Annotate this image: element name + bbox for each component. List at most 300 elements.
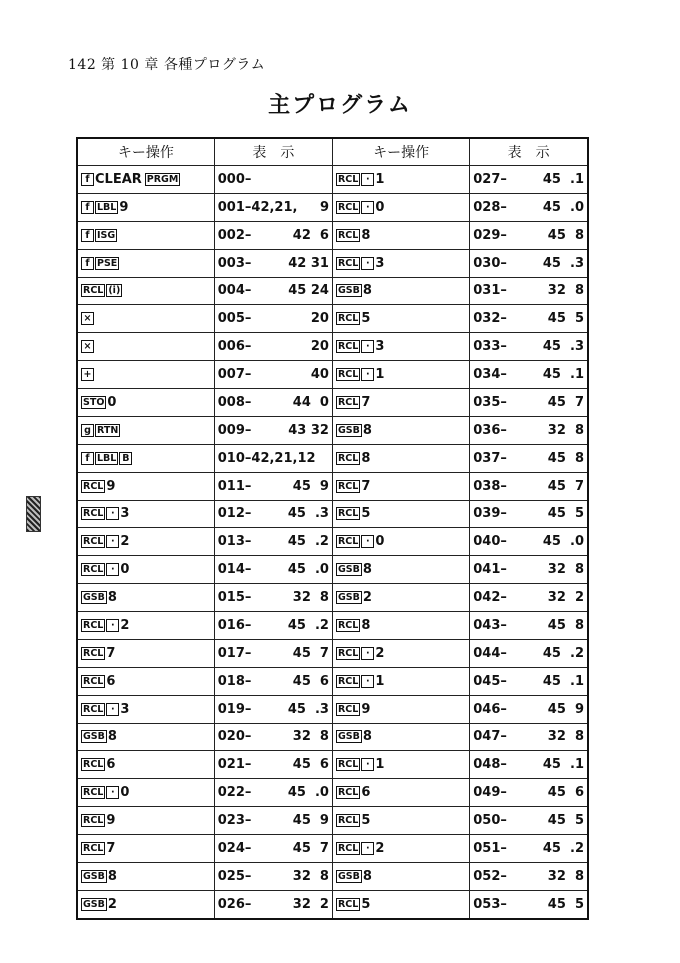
table-row bbox=[77, 612, 588, 640]
calculator-key-icon: · bbox=[361, 675, 374, 688]
keycode-value: 43 32 bbox=[288, 422, 329, 438]
key-operand: 8 bbox=[361, 227, 371, 243]
table-row bbox=[77, 584, 588, 612]
calculator-key-icon: · bbox=[106, 535, 119, 548]
calculator-key-icon: · bbox=[361, 842, 374, 855]
key-sequence-cell bbox=[77, 277, 214, 305]
keycode-value: 45 7 bbox=[292, 645, 329, 661]
keycode-value: 32 8 bbox=[547, 562, 584, 578]
table-row bbox=[77, 695, 588, 723]
key-operand: 9 bbox=[106, 813, 116, 829]
step-number: 052– bbox=[473, 868, 507, 884]
step-number: 044– bbox=[473, 645, 507, 661]
calculator-key-icon: f bbox=[81, 257, 94, 270]
key-sequence-cell bbox=[77, 444, 214, 472]
page-header: 142 第 10 章 各種プログラム bbox=[68, 57, 266, 73]
calculator-key-icon: RCL bbox=[337, 480, 359, 492]
calculator-key-icon: STO bbox=[83, 396, 105, 408]
keycode-value: 45 .2 bbox=[542, 645, 584, 661]
display-cell bbox=[470, 779, 588, 807]
keycode-value: 45 8 bbox=[547, 227, 584, 243]
key-operand: CLEAR bbox=[95, 171, 142, 187]
key-operand: 8 bbox=[107, 729, 117, 745]
key-sequence-cell bbox=[77, 221, 214, 249]
key-sequence-cell bbox=[77, 835, 214, 863]
key-operand: 8 bbox=[361, 617, 371, 633]
step-number: 034– bbox=[473, 367, 507, 383]
display-cell bbox=[470, 472, 588, 500]
calculator-key-icon: RCL bbox=[337, 313, 359, 325]
key-sequence-cell bbox=[77, 472, 214, 500]
calculator-key-icon: RCL bbox=[83, 842, 104, 854]
calculator-key-icon: · bbox=[361, 257, 374, 270]
calculator-key-icon: · bbox=[106, 703, 119, 716]
display-cell bbox=[214, 472, 332, 500]
display-cell bbox=[214, 612, 332, 640]
step-number: 030– bbox=[473, 255, 507, 271]
display-cell bbox=[470, 667, 588, 695]
key-sequence-cell bbox=[77, 779, 214, 807]
calculator-key-icon: GSB bbox=[83, 898, 105, 910]
key-sequence-cell bbox=[77, 723, 214, 751]
table-row bbox=[77, 333, 588, 361]
step-number: 017– bbox=[217, 645, 252, 661]
key-sequence-cell bbox=[77, 751, 214, 779]
key-sequence-cell bbox=[77, 333, 214, 361]
key-operand: 8 bbox=[362, 562, 372, 578]
calculator-key-icon: · bbox=[361, 758, 374, 771]
key-sequence-cell bbox=[332, 333, 469, 361]
calculator-key-icon: RCL bbox=[337, 619, 359, 631]
keycode-value: 20 bbox=[310, 311, 329, 327]
keycode-value: 45 6 bbox=[292, 673, 329, 689]
key-sequence-cell bbox=[332, 835, 469, 863]
table-row bbox=[77, 249, 588, 277]
key-operand: 2 bbox=[362, 590, 372, 606]
calculator-key-icon: × bbox=[81, 340, 94, 353]
step-number: 011– bbox=[217, 478, 252, 494]
display-cell bbox=[214, 416, 332, 444]
keycode-value: 32 2 bbox=[547, 590, 584, 606]
display-cell bbox=[214, 444, 332, 472]
calculator-key-icon: f bbox=[81, 201, 94, 214]
step-number: 048– bbox=[473, 757, 507, 773]
key-operand: 1 bbox=[375, 757, 385, 773]
key-operand: 8 bbox=[362, 283, 372, 299]
display-cell bbox=[214, 277, 332, 305]
step-number: 022– bbox=[217, 785, 252, 801]
key-operand: 8 bbox=[107, 868, 117, 884]
key-operand: 7 bbox=[361, 478, 371, 494]
step-number: 040– bbox=[473, 534, 507, 550]
calculator-key-icon: · bbox=[361, 535, 374, 548]
key-operand: 2 bbox=[120, 534, 130, 550]
step-number: 031– bbox=[473, 283, 507, 299]
key-sequence-cell bbox=[77, 166, 214, 194]
display-cell bbox=[470, 500, 588, 528]
step-number: 051– bbox=[473, 840, 507, 856]
col-header-keys-right: キー操作 bbox=[332, 138, 469, 166]
calculator-key-icon: RCL bbox=[83, 759, 104, 771]
calculator-key-icon: RCL bbox=[337, 452, 359, 464]
step-number: 019– bbox=[217, 701, 252, 717]
calculator-key-icon: PSE bbox=[97, 257, 118, 269]
step-number: 013– bbox=[217, 534, 252, 550]
table-row bbox=[77, 667, 588, 695]
display-cell bbox=[470, 862, 588, 890]
step-number: 033– bbox=[473, 339, 507, 355]
step-number: 037– bbox=[473, 450, 507, 466]
calculator-key-icon: RCL bbox=[337, 703, 359, 715]
step-number: 014– bbox=[217, 562, 252, 578]
key-sequence-cell bbox=[332, 361, 469, 389]
step-number: 027– bbox=[473, 171, 507, 187]
keycode-value: 45 .1 bbox=[542, 171, 584, 187]
calculator-key-icon: · bbox=[106, 619, 119, 632]
step-number: 053– bbox=[473, 896, 507, 912]
table-row bbox=[77, 472, 588, 500]
display-cell bbox=[470, 528, 588, 556]
display-cell bbox=[470, 890, 588, 919]
key-operand: 9 bbox=[119, 199, 129, 215]
keycode-value: 45 9 bbox=[547, 701, 584, 717]
calculator-key-icon: (i) bbox=[108, 285, 121, 297]
keycode-value: 45 24 bbox=[288, 283, 329, 299]
key-sequence-cell bbox=[332, 695, 469, 723]
keycode-value: 45 .0 bbox=[542, 199, 584, 215]
keycode-value: 32 8 bbox=[292, 590, 329, 606]
calculator-key-icon: LBL bbox=[97, 452, 117, 464]
keycode-value: 45 .3 bbox=[287, 701, 329, 717]
step-number: 043– bbox=[473, 617, 507, 633]
calculator-key-icon: RCL bbox=[337, 229, 359, 241]
step-number: 029– bbox=[473, 227, 507, 243]
table-row bbox=[77, 389, 588, 417]
keycode-value: 45 5 bbox=[547, 896, 584, 912]
step-number: 010–42,21,12 bbox=[217, 450, 316, 466]
step-number: 047– bbox=[473, 729, 507, 745]
key-sequence-cell bbox=[77, 193, 214, 221]
table-row bbox=[77, 835, 588, 863]
keycode-value: 45 8 bbox=[547, 617, 584, 633]
table-row bbox=[77, 556, 588, 584]
calculator-key-icon: RCL bbox=[337, 396, 359, 408]
display-cell bbox=[470, 193, 588, 221]
key-operand: 7 bbox=[361, 394, 371, 410]
table-row bbox=[77, 221, 588, 249]
calculator-key-icon: GSB bbox=[337, 870, 360, 882]
display-cell bbox=[470, 835, 588, 863]
key-operand: 2 bbox=[120, 617, 130, 633]
key-sequence-cell bbox=[332, 612, 469, 640]
keycode-value: 45 .1 bbox=[542, 673, 584, 689]
calculator-key-icon: GSB bbox=[337, 731, 360, 743]
key-operand: 1 bbox=[375, 367, 385, 383]
page-edge-marker bbox=[26, 496, 41, 532]
table-row bbox=[77, 807, 588, 835]
calculator-key-icon: RCL bbox=[83, 675, 104, 687]
display-cell bbox=[470, 612, 588, 640]
key-sequence-cell bbox=[332, 221, 469, 249]
key-operand: 8 bbox=[362, 868, 372, 884]
key-sequence-cell bbox=[77, 584, 214, 612]
keycode-value: 44 0 bbox=[292, 394, 329, 410]
key-sequence-cell bbox=[332, 890, 469, 919]
key-sequence-cell bbox=[77, 807, 214, 835]
display-cell bbox=[470, 723, 588, 751]
keycode-value: 45 .0 bbox=[287, 785, 329, 801]
calculator-key-icon: GSB bbox=[337, 592, 360, 604]
table-row bbox=[77, 416, 588, 444]
calculator-key-icon: RCL bbox=[83, 508, 104, 520]
calculator-key-icon: RCL bbox=[337, 759, 359, 771]
key-operand: 9 bbox=[361, 701, 371, 717]
calculator-key-icon: B bbox=[119, 452, 132, 465]
key-operand: 0 bbox=[120, 785, 130, 801]
display-cell bbox=[214, 807, 332, 835]
step-number: 023– bbox=[217, 813, 252, 829]
key-operand: 0 bbox=[107, 394, 117, 410]
calculator-key-icon: · bbox=[106, 507, 119, 520]
key-sequence-cell bbox=[77, 500, 214, 528]
key-operand: 8 bbox=[362, 422, 372, 438]
col-header-keys-left: キー操作 bbox=[77, 138, 214, 166]
key-sequence-cell bbox=[77, 862, 214, 890]
calculator-key-icon: RCL bbox=[83, 815, 104, 827]
col-header-display-left: 表 示 bbox=[214, 138, 332, 166]
table-header-row bbox=[77, 138, 588, 166]
step-number: 028– bbox=[473, 199, 507, 215]
keycode-value: 45 .2 bbox=[287, 617, 329, 633]
display-cell bbox=[470, 221, 588, 249]
col-header-display-right: 表 示 bbox=[470, 138, 588, 166]
key-sequence-cell bbox=[332, 277, 469, 305]
key-operand: 2 bbox=[107, 896, 117, 912]
key-operand: 5 bbox=[361, 506, 371, 522]
key-operand: 2 bbox=[375, 645, 385, 661]
display-cell bbox=[470, 305, 588, 333]
display-cell bbox=[214, 695, 332, 723]
step-number: 041– bbox=[473, 562, 507, 578]
calculator-key-icon: RTN bbox=[97, 424, 119, 436]
table-body bbox=[77, 166, 588, 920]
keycode-value: 42 6 bbox=[292, 227, 329, 243]
keycode-value: 42 31 bbox=[288, 255, 329, 271]
calculator-key-icon: RCL bbox=[83, 480, 104, 492]
table-row bbox=[77, 361, 588, 389]
keycode-value: 45 .1 bbox=[542, 367, 584, 383]
key-operand: 7 bbox=[106, 645, 116, 661]
calculator-key-icon: RCL bbox=[83, 285, 104, 297]
key-operand: 7 bbox=[106, 840, 116, 856]
step-number: 038– bbox=[473, 478, 507, 494]
keycode-value: 32 8 bbox=[547, 729, 584, 745]
keycode-value: 32 8 bbox=[292, 868, 329, 884]
key-sequence-cell bbox=[332, 667, 469, 695]
step-number: 008– bbox=[217, 394, 252, 410]
display-cell bbox=[214, 835, 332, 863]
key-sequence-cell bbox=[332, 584, 469, 612]
key-sequence-cell bbox=[332, 305, 469, 333]
display-cell bbox=[214, 333, 332, 361]
key-operand: 2 bbox=[375, 840, 385, 856]
keycode-value: 45 .2 bbox=[542, 840, 584, 856]
keycode-value: 45 .1 bbox=[542, 757, 584, 773]
display-cell bbox=[214, 751, 332, 779]
key-sequence-cell bbox=[77, 612, 214, 640]
calculator-key-icon: RCL bbox=[83, 536, 104, 548]
key-operand: 6 bbox=[106, 757, 116, 773]
step-number: 005– bbox=[217, 311, 252, 327]
key-operand: 5 bbox=[361, 896, 371, 912]
display-cell bbox=[214, 166, 332, 194]
step-number: 007– bbox=[217, 367, 252, 383]
step-number: 032– bbox=[473, 311, 507, 327]
key-operand: 8 bbox=[107, 590, 117, 606]
table-row bbox=[77, 277, 588, 305]
step-number: 003– bbox=[217, 255, 252, 271]
step-number: 001–42,21, bbox=[217, 199, 298, 215]
key-sequence-cell bbox=[332, 639, 469, 667]
step-number: 026– bbox=[217, 896, 252, 912]
step-number: 000– bbox=[217, 171, 252, 187]
calculator-key-icon: g bbox=[81, 424, 94, 437]
keycode-value: 45 6 bbox=[292, 757, 329, 773]
keycode-value: 45 7 bbox=[547, 394, 584, 410]
step-number: 021– bbox=[217, 757, 252, 773]
key-sequence-cell bbox=[332, 807, 469, 835]
keycode-value: 45 .3 bbox=[542, 255, 584, 271]
keycode-value: 45 6 bbox=[547, 785, 584, 801]
key-operand: 3 bbox=[375, 339, 385, 355]
step-number: 039– bbox=[473, 506, 507, 522]
step-number: 018– bbox=[217, 673, 252, 689]
step-number: 016– bbox=[217, 617, 252, 633]
calculator-key-icon: LBL bbox=[97, 201, 117, 213]
key-operand: 5 bbox=[361, 311, 371, 327]
key-operand: 6 bbox=[361, 785, 371, 801]
step-number: 024– bbox=[217, 840, 252, 856]
step-number: 002– bbox=[217, 227, 252, 243]
key-sequence-cell bbox=[332, 249, 469, 277]
calculator-key-icon: RCL bbox=[337, 842, 359, 854]
display-cell bbox=[470, 807, 588, 835]
calculator-key-icon: RCL bbox=[337, 675, 359, 687]
calculator-key-icon: RCL bbox=[337, 341, 359, 353]
keycode-value: 32 8 bbox=[292, 729, 329, 745]
table-row bbox=[77, 193, 588, 221]
calculator-key-icon: RCL bbox=[337, 508, 359, 520]
key-sequence-cell bbox=[332, 193, 469, 221]
display-cell bbox=[214, 249, 332, 277]
keycode-value: 45 8 bbox=[547, 450, 584, 466]
calculator-key-icon: + bbox=[81, 368, 94, 381]
table-row bbox=[77, 444, 588, 472]
key-operand: 9 bbox=[106, 478, 116, 494]
step-number: 042– bbox=[473, 590, 507, 606]
step-number: 004– bbox=[217, 283, 252, 299]
table-row bbox=[77, 639, 588, 667]
key-sequence-cell bbox=[77, 389, 214, 417]
calculator-key-icon: f bbox=[81, 452, 94, 465]
display-cell bbox=[214, 528, 332, 556]
keycode-value: 32 8 bbox=[547, 868, 584, 884]
key-sequence-cell bbox=[77, 416, 214, 444]
calculator-key-icon: RCL bbox=[337, 257, 359, 269]
key-sequence-cell bbox=[332, 444, 469, 472]
display-cell bbox=[214, 723, 332, 751]
display-cell bbox=[470, 277, 588, 305]
display-cell bbox=[214, 639, 332, 667]
key-operand: 3 bbox=[120, 506, 130, 522]
step-number: 050– bbox=[473, 813, 507, 829]
calculator-key-icon: RCL bbox=[337, 647, 359, 659]
key-sequence-cell bbox=[77, 361, 214, 389]
display-cell bbox=[214, 193, 332, 221]
key-sequence-cell bbox=[77, 695, 214, 723]
table-row bbox=[77, 166, 588, 194]
keycode-value: 32 8 bbox=[547, 283, 584, 299]
key-sequence-cell bbox=[77, 528, 214, 556]
calculator-key-icon: ISG bbox=[97, 229, 116, 241]
step-number: 012– bbox=[217, 506, 252, 522]
key-sequence-cell bbox=[332, 528, 469, 556]
display-cell bbox=[470, 166, 588, 194]
calculator-key-icon: GSB bbox=[83, 592, 105, 604]
key-operand: 0 bbox=[375, 199, 385, 215]
display-cell bbox=[214, 890, 332, 919]
display-cell bbox=[470, 249, 588, 277]
calculator-key-icon: · bbox=[361, 173, 374, 186]
key-operand: 1 bbox=[375, 673, 385, 689]
keycode-value: 45 9 bbox=[292, 813, 329, 829]
keycode-value: 32 2 bbox=[292, 896, 329, 912]
keycode-value: 20 bbox=[310, 339, 329, 355]
display-cell bbox=[470, 361, 588, 389]
step-number: 025– bbox=[217, 868, 252, 884]
key-operand: 3 bbox=[375, 255, 385, 271]
display-cell bbox=[214, 305, 332, 333]
key-sequence-cell bbox=[332, 556, 469, 584]
keycode-value: 45 7 bbox=[547, 478, 584, 494]
key-operand: 1 bbox=[375, 171, 385, 187]
calculator-key-icon: RCL bbox=[337, 201, 359, 213]
table-row bbox=[77, 862, 588, 890]
key-sequence-cell bbox=[77, 249, 214, 277]
calculator-key-icon: RCL bbox=[83, 564, 104, 576]
calculator-key-icon: f bbox=[81, 229, 94, 242]
table-row bbox=[77, 890, 588, 919]
table-row bbox=[77, 528, 588, 556]
display-cell bbox=[214, 556, 332, 584]
table-row bbox=[77, 305, 588, 333]
keycode-value: 40 bbox=[310, 367, 329, 383]
table-row bbox=[77, 500, 588, 528]
display-cell bbox=[470, 639, 588, 667]
calculator-key-icon: PRGM bbox=[146, 173, 179, 185]
calculator-key-icon: × bbox=[81, 312, 94, 325]
display-cell bbox=[470, 751, 588, 779]
display-cell bbox=[470, 556, 588, 584]
display-cell bbox=[470, 389, 588, 417]
key-sequence-cell bbox=[332, 751, 469, 779]
keycode-value: 45 5 bbox=[547, 813, 584, 829]
key-sequence-cell bbox=[77, 890, 214, 919]
calculator-key-icon: RCL bbox=[337, 787, 359, 799]
key-sequence-cell bbox=[77, 667, 214, 695]
key-sequence-cell bbox=[77, 556, 214, 584]
calculator-key-icon: · bbox=[361, 647, 374, 660]
